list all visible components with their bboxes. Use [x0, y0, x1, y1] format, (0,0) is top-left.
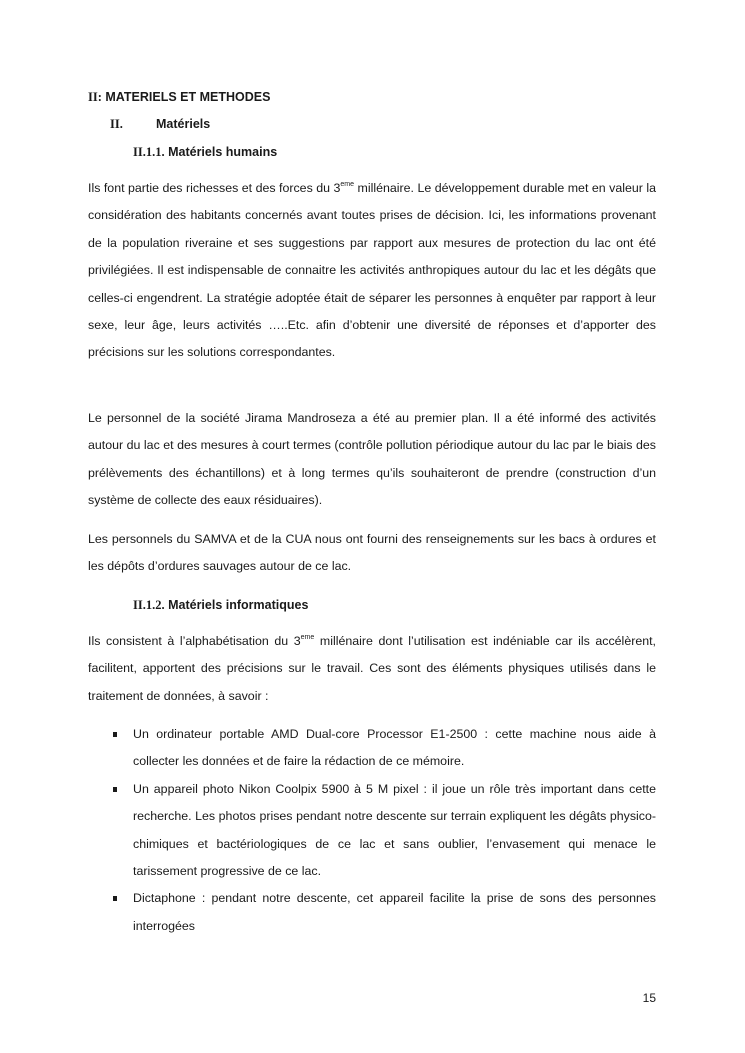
superscript-eme: eme — [300, 634, 315, 641]
subsection-title: Matériels — [156, 117, 211, 131]
sub1-title: Matériels humains — [168, 145, 278, 159]
paragraph-3: Les personnels du SAMVA et de la CUA nous ont fourni des renseignements sur les bacs à ordures et les dépôts d’ordures sauvages autour de ce lac. — [88, 532, 656, 574]
paragraph-1 — [88, 175, 656, 367]
list-item — [88, 776, 656, 886]
section-title: MATERIELS ET METHODES — [105, 90, 271, 104]
square-bullet-icon — [113, 896, 117, 901]
subsection-heading — [110, 117, 210, 132]
sub2-title: Matériels informatiques — [168, 598, 309, 612]
paragraph-4-rest: millénaire dont l’utilisation est indéniable car ils accélèrent, facilitent, apportent des précisions sur le travail. Ces sont des éléments physiques utilisés dans le traitement de données, à savoir : — [88, 634, 656, 703]
list-item-text: Un appareil photo Nikon Coolpix 5900 à 5 M pixel : il joue un rôle très important dans cette recherche. Les photos prises pendant notre descente sur terrain expliquent les dégâts physico-chimiques et bactériologiques de ce lac et sans oublier, l’envasement qui menace le tarissement progressive de ce lac. — [133, 781, 656, 879]
section-prefix: II: — [88, 90, 102, 104]
sub1-number: II.1.1. — [133, 145, 165, 159]
sub2-heading — [133, 598, 308, 613]
paragraph-2: Le personnel de la société Jirama Mandroseza a été au premier plan. Il a été informé des activités autour du lac et des mesures à court termes (contrôle pollution périodique autour du lac par le biais des prélèvements des échantillons) et à long termes qu’ils souhaiteront de prendre (construction d’un système de collecte des eaux résiduaires). — [88, 411, 656, 508]
section-heading — [88, 90, 270, 105]
paragraph-4 — [88, 628, 656, 710]
subsection-number: II. — [110, 117, 123, 131]
paragraph-4-start: Ils consistent à l’alphabétisation du 3 — [88, 634, 301, 648]
superscript-eme: eme — [340, 181, 355, 188]
list-item — [88, 885, 656, 940]
equipment-list — [88, 721, 656, 940]
paragraph-1-rest: millénaire. Le développement durable met en valeur la considération des habitants concernés avant toutes prises de décision. Ici, les informations provenant de la population riveraine et ses suggestions par rapport aux mesures de protection du lac ont été privilégiées. Il est indispensable de connaitre les activités anthropiques autour du lac et les dégâts que celles-ci engendrent. La stratégie adoptée était de séparer les personnes à enquêter par rapport à leur sexe, leur âge, leurs activités …..Etc. afin d’obtenir une diversité de réponses et d’apporter des précisions sur les solutions correspondantes. — [88, 181, 657, 360]
sub1-heading — [133, 145, 277, 160]
square-bullet-icon — [113, 787, 117, 792]
list-item-text: Dictaphone : pendant notre descente, cet appareil facilite la prise de sons des personnes interrogées — [133, 891, 656, 933]
paragraph-1-start: Ils font partie des richesses et des forces du 3 — [88, 181, 341, 195]
square-bullet-icon — [113, 732, 117, 737]
sub2-number: II.1.2. — [133, 598, 165, 612]
page-number: 15 — [642, 991, 656, 1005]
list-item-text: Un ordinateur portable AMD Dual-core Processor E1-2500 : cette machine nous aide à collecter les données et de faire la rédaction de ce mémoire. — [133, 727, 656, 769]
list-item — [88, 721, 656, 776]
